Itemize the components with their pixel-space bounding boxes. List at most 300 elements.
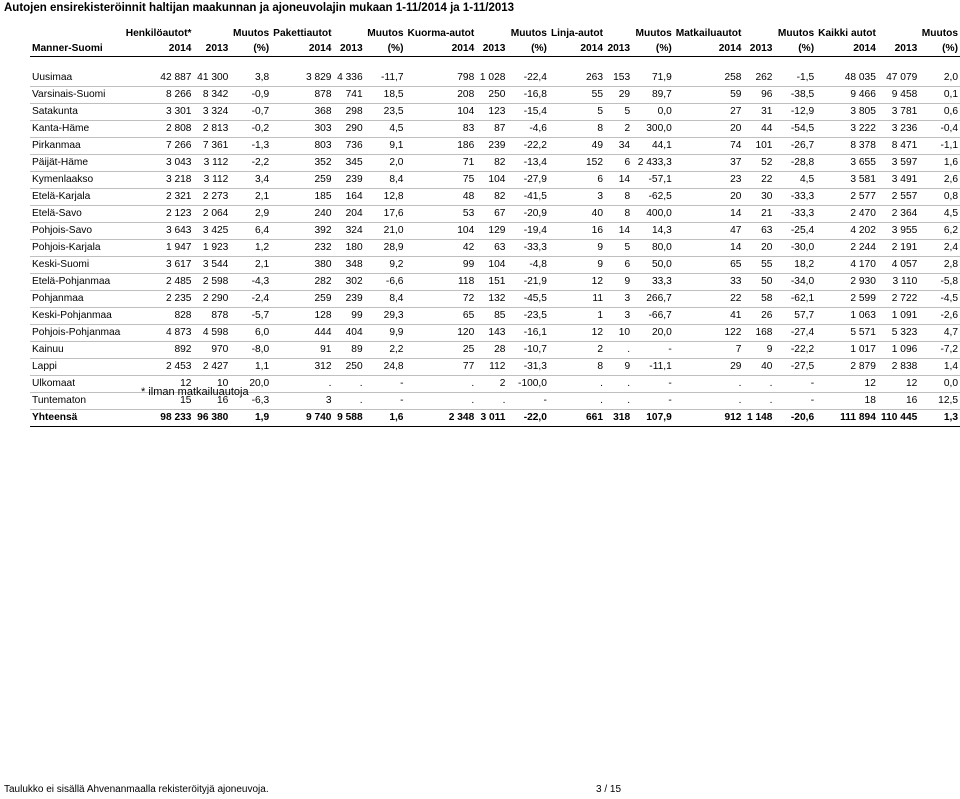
cell-value: Muutos [921, 28, 958, 39]
row-label: Pohjanmaa [30, 291, 124, 308]
cell-value: 9 [605, 359, 632, 376]
page-footer [4, 784, 956, 795]
cell-value: 3 301 [124, 104, 194, 121]
cell-value: 803 [271, 138, 333, 155]
table-row [30, 87, 960, 104]
cell-value: 5 [605, 104, 632, 121]
cell-value: . [405, 393, 476, 410]
cell-value: 2013 [605, 41, 632, 57]
cell-value: 892 [124, 342, 194, 359]
cell-value: 37 [674, 155, 744, 172]
cell-value: -33,3 [507, 240, 549, 257]
cell-value: -6,6 [365, 274, 406, 291]
cell-value: 2014 [271, 41, 333, 57]
cell-value: -4,6 [507, 121, 549, 138]
cell-value: 14 [674, 206, 744, 223]
cell-value: 104 [476, 257, 507, 274]
cell-value: 42 [405, 240, 476, 257]
cell-value: 3,8 [230, 70, 271, 87]
cell-value: - [365, 376, 406, 393]
table-row [30, 223, 960, 240]
cell-value: 970 [193, 342, 230, 359]
cell-value: - [365, 393, 406, 410]
cell-value: -66,7 [632, 308, 674, 325]
cell-value: 57,7 [774, 308, 816, 325]
cell-value: 2 930 [816, 274, 878, 291]
cell-value: 1,9 [230, 410, 271, 427]
cell-value: 3 805 [816, 104, 878, 121]
cell-value: 5 [549, 104, 605, 121]
cell-value: 44,1 [632, 138, 674, 155]
cell-value: -28,8 [774, 155, 816, 172]
row-label: Kanta-Häme [30, 121, 124, 138]
cell-value: - [632, 376, 674, 393]
cell-value: 17,6 [365, 206, 406, 223]
cell-value: 28 [476, 342, 507, 359]
cell-value: 2013 [476, 41, 507, 57]
cell-value: 14 [674, 240, 744, 257]
cell-value: 1,6 [365, 410, 406, 427]
cell-value: -0,4 [919, 121, 960, 138]
cell-value [333, 26, 364, 41]
cell-value: 6 [605, 257, 632, 274]
cell-value: 9 458 [878, 87, 919, 104]
cell-value: 302 [333, 274, 364, 291]
cell-value: 3 110 [878, 274, 919, 291]
cell-value: 24,8 [365, 359, 406, 376]
cell-value: -4,8 [507, 257, 549, 274]
row-label: Pohjois-Pohjanmaa [30, 325, 124, 342]
cell-value: 65 [674, 257, 744, 274]
cell-value: - [507, 393, 549, 410]
cell-value: 2 191 [878, 240, 919, 257]
cell-value: 2013 [333, 41, 364, 57]
cell-value: 12 [124, 376, 194, 393]
cell-value: 71,9 [632, 70, 674, 87]
cell-value: 82 [476, 189, 507, 206]
cell-value: 2014 [816, 41, 878, 57]
cell-value: 31 [743, 104, 774, 121]
cell-value: 7 266 [124, 138, 194, 155]
cell-value: 96 [743, 87, 774, 104]
cell-value: 10 [605, 325, 632, 342]
cell-value: 85 [476, 308, 507, 325]
cell-value: 87 [476, 121, 507, 138]
cell-value: 798 [405, 70, 476, 87]
row-label: Uusimaa [30, 70, 124, 87]
cell-value: 91 [271, 342, 333, 359]
cell-value: 2 290 [193, 291, 230, 308]
cell-value: 23,5 [365, 104, 406, 121]
cell-value: -22,2 [774, 342, 816, 359]
cell-value: 41 [674, 308, 744, 325]
cell-value: 232 [271, 240, 333, 257]
cell-value: -22,4 [507, 70, 549, 87]
cell-value: 112 [476, 359, 507, 376]
cell-value: 1 148 [743, 410, 774, 427]
cell-value: 16 [193, 393, 230, 410]
cell-value: -19,4 [507, 223, 549, 240]
cell-value: 2 427 [193, 359, 230, 376]
cell-value: -1,5 [774, 70, 816, 87]
row-label: Etelä-Pohjanmaa [30, 274, 124, 291]
cell-value: 63 [743, 223, 774, 240]
cell-value: 3 236 [878, 121, 919, 138]
cell-value: 12 [816, 376, 878, 393]
cell-value: 8 471 [878, 138, 919, 155]
cell-value: 2 557 [878, 189, 919, 206]
cell-value: 878 [271, 87, 333, 104]
cell-value: -13,4 [507, 155, 549, 172]
cell-value: 2 433,3 [632, 155, 674, 172]
cell-value: -27,9 [507, 172, 549, 189]
cell-value: 20 [743, 240, 774, 257]
cell-value: -5,7 [230, 308, 271, 325]
row-label: Etelä-Karjala [30, 189, 124, 206]
table-row [30, 206, 960, 223]
cell-value: 186 [405, 138, 476, 155]
cell-value: 4,5 [919, 206, 960, 223]
cell-value: 25 [405, 342, 476, 359]
cell-value: 3 643 [124, 223, 194, 240]
cell-value: 104 [405, 104, 476, 121]
cell-value: 80,0 [632, 240, 674, 257]
cell-value: 3,4 [230, 172, 271, 189]
cell-value: (%) [632, 41, 674, 57]
cell-value: 1,4 [919, 359, 960, 376]
cell-value: 239 [333, 172, 364, 189]
cell-value: 96 380 [193, 410, 230, 427]
cell-value: 2 [549, 342, 605, 359]
cell-value: -16,1 [507, 325, 549, 342]
cell-value: 208 [405, 87, 476, 104]
cell-value: 22 [674, 291, 744, 308]
cell-value: 101 [743, 138, 774, 155]
table-row [30, 308, 960, 325]
header-group-row [30, 26, 960, 41]
cell-value: 63 [476, 240, 507, 257]
cell-value: 41 300 [193, 70, 230, 87]
cell-value: 49 [549, 138, 605, 155]
cell-value: 3 [271, 393, 333, 410]
cell-value: 2 235 [124, 291, 194, 308]
cell-value: 4,7 [919, 325, 960, 342]
cell-value: 1 096 [878, 342, 919, 359]
page-number: 3 / 15 [596, 784, 622, 795]
cell-value: 0,1 [919, 87, 960, 104]
cell-value: . [333, 393, 364, 410]
cell-value: 55 [549, 87, 605, 104]
cell-value: Muutos [635, 28, 672, 39]
table-row [30, 138, 960, 155]
cell-value: -31,3 [507, 359, 549, 376]
cell-value: (%) [365, 41, 406, 57]
cell-value: 14 [605, 223, 632, 240]
cell-value: 40 [743, 359, 774, 376]
cell-value: -12,9 [774, 104, 816, 121]
cell-value: 2,0 [919, 70, 960, 87]
cell-value: -4,3 [230, 274, 271, 291]
cell-value: 1 091 [878, 308, 919, 325]
cell-value: 12 [549, 325, 605, 342]
cell-value: 4 057 [878, 257, 919, 274]
cell-value: 27 [674, 104, 744, 121]
cell-value: 33,3 [632, 274, 674, 291]
cell-value: 104 [476, 172, 507, 189]
cell-value: 83 [405, 121, 476, 138]
cell-value: -25,4 [774, 223, 816, 240]
cell-value: 89 [333, 342, 364, 359]
cell-value: 263 [549, 70, 605, 87]
cell-value: -27,5 [774, 359, 816, 376]
cell-value: 661 [549, 410, 605, 427]
cell-value [476, 26, 507, 41]
cell-value: 9 [549, 257, 605, 274]
cell-value: 2 064 [193, 206, 230, 223]
cell-value: 2,1 [230, 189, 271, 206]
cell-value: -20,9 [507, 206, 549, 223]
cell-value: 58 [743, 291, 774, 308]
cell-value: 0,0 [632, 104, 674, 121]
cell-value: 5 [605, 240, 632, 257]
cell-value: 118 [405, 274, 476, 291]
cell-value: 2,4 [919, 240, 960, 257]
cell-value: (%) [919, 41, 960, 57]
cell-value: 9,1 [365, 138, 406, 155]
cell-value: . [743, 393, 774, 410]
cell-value: -15,4 [507, 104, 549, 121]
cell-value: 143 [476, 325, 507, 342]
cell-value: -21,9 [507, 274, 549, 291]
cell-value: 741 [333, 87, 364, 104]
cell-value: 34 [605, 138, 632, 155]
cell-value: -33,3 [774, 206, 816, 223]
cell-value: 300,0 [632, 121, 674, 138]
cell-value: 50,0 [632, 257, 674, 274]
table-row [30, 342, 960, 359]
cell-value: 2 808 [124, 121, 194, 138]
cell-value: 2 453 [124, 359, 194, 376]
cell-value: 878 [193, 308, 230, 325]
cell-value: 71 [405, 155, 476, 172]
cell-value: Kaikki autot [818, 28, 876, 39]
cell-value: . [549, 393, 605, 410]
cell-value: . [271, 376, 333, 393]
cell-value: 20 [674, 189, 744, 206]
cell-value: 185 [271, 189, 333, 206]
row-label: Lappi [30, 359, 124, 376]
cell-value: 2014 [674, 41, 744, 57]
cell-value: 9 588 [333, 410, 364, 427]
cell-value: 8 378 [816, 138, 878, 155]
cell-value: 3 [605, 308, 632, 325]
cell-value: (%) [507, 41, 549, 57]
cell-value: 259 [271, 291, 333, 308]
table-row [30, 240, 960, 257]
cell-value: 3 011 [476, 410, 507, 427]
cell-value: 10 [193, 376, 230, 393]
cell-value: 345 [333, 155, 364, 172]
cell-value: -0,2 [230, 121, 271, 138]
cell-value: 98 233 [124, 410, 194, 427]
cell-value: 12,8 [365, 189, 406, 206]
cell-value: 4 598 [193, 325, 230, 342]
cell-value: -45,5 [507, 291, 549, 308]
cell-value: Muutos [367, 28, 404, 39]
cell-value: . [605, 376, 632, 393]
cell-value: 132 [476, 291, 507, 308]
cell-value: 7 [674, 342, 744, 359]
cell-value: 2 364 [878, 206, 919, 223]
cell-value: 2014 [549, 41, 605, 57]
cell-value: 2013 [878, 41, 919, 57]
cell-value [193, 26, 230, 41]
cell-value: 21,0 [365, 223, 406, 240]
cell-value: 2014 [405, 41, 476, 57]
cell-value: 33 [674, 274, 744, 291]
cell-value: 4 170 [816, 257, 878, 274]
cell-value: 3 491 [878, 172, 919, 189]
table-row [30, 291, 960, 308]
cell-value: 72 [405, 291, 476, 308]
cell-value: -5,8 [919, 274, 960, 291]
cell-value: 312 [271, 359, 333, 376]
total-row [30, 410, 960, 427]
cell-value: 11 [549, 291, 605, 308]
cell-value: 9 [743, 342, 774, 359]
cell-value: 8 [605, 206, 632, 223]
cell-value: - [774, 393, 816, 410]
cell-value: 239 [476, 138, 507, 155]
cell-value: 444 [271, 325, 333, 342]
cell-value: 1,3 [919, 410, 960, 427]
cell-value: (%) [774, 41, 816, 57]
cell-value: 3 112 [193, 155, 230, 172]
cell-value: 204 [333, 206, 364, 223]
cell-value: 74 [674, 138, 744, 155]
footer-note: Taulukko ei sisällä Ahvenanmaalla rekisteröityjä ajoneuvoja. [4, 784, 269, 795]
cell-value: -62,5 [632, 189, 674, 206]
cell-value: -11,1 [632, 359, 674, 376]
cell-value: 3 781 [878, 104, 919, 121]
table-row [30, 274, 960, 291]
cell-value: 7 361 [193, 138, 230, 155]
cell-value: 111 894 [816, 410, 878, 427]
cell-value [878, 26, 919, 41]
cell-value: . [605, 393, 632, 410]
cell-value: 2,2 [365, 342, 406, 359]
cell-value: -4,5 [919, 291, 960, 308]
cell-value: 5 323 [878, 325, 919, 342]
cell-value: - [774, 376, 816, 393]
cell-value: -30,0 [774, 240, 816, 257]
cell-value: 3 955 [878, 223, 919, 240]
cell-value: 26 [743, 308, 774, 325]
cell-value: 240 [271, 206, 333, 223]
cell-value: 3 829 [271, 70, 333, 87]
cell-value: 20,0 [230, 376, 271, 393]
cell-value: 77 [405, 359, 476, 376]
cell-value: 3 218 [124, 172, 194, 189]
cell-value: 123 [476, 104, 507, 121]
row-label: Keski-Pohjanmaa [30, 308, 124, 325]
cell-value: 258 [674, 70, 744, 87]
cell-value: 2013 [193, 41, 230, 57]
cell-value: 28,9 [365, 240, 406, 257]
cell-value: 2 244 [816, 240, 878, 257]
cell-value: 4,5 [365, 121, 406, 138]
cell-value: 380 [271, 257, 333, 274]
row-label: Manner-Suomi [30, 41, 124, 57]
cell-value: 2,9 [230, 206, 271, 223]
cell-value: 8 [605, 189, 632, 206]
cell-value: 1,6 [919, 155, 960, 172]
cell-value: 4,5 [774, 172, 816, 189]
cell-value: 4 873 [124, 325, 194, 342]
cell-value: 259 [271, 172, 333, 189]
cell-value: -22,2 [507, 138, 549, 155]
cell-value: 67 [476, 206, 507, 223]
cell-value: 29,3 [365, 308, 406, 325]
cell-value: 180 [333, 240, 364, 257]
row-label: Pohjois-Savo [30, 223, 124, 240]
cell-value: 912 [674, 410, 744, 427]
row-label: Varsinais-Suomi [30, 87, 124, 104]
cell-value: -22,0 [507, 410, 549, 427]
cell-value: -100,0 [507, 376, 549, 393]
cell-value: 3 425 [193, 223, 230, 240]
cell-value: 168 [743, 325, 774, 342]
cell-value: 828 [124, 308, 194, 325]
cell-value: Henkilöautot* [125, 28, 192, 39]
cell-value: Kuorma-autot [407, 28, 475, 39]
table-row [30, 325, 960, 342]
cell-value: 1 063 [816, 308, 878, 325]
cell-value: 324 [333, 223, 364, 240]
cell-value: 2,8 [919, 257, 960, 274]
cell-value: -20,6 [774, 410, 816, 427]
cell-value: 50 [743, 274, 774, 291]
cell-value: -2,6 [919, 308, 960, 325]
cell-value: 3 112 [193, 172, 230, 189]
cell-value: 47 079 [878, 70, 919, 87]
cell-value: 2 321 [124, 189, 194, 206]
cell-value: 3 544 [193, 257, 230, 274]
cell-value: 2 485 [124, 274, 194, 291]
cell-value: 3 617 [124, 257, 194, 274]
cell-value: 2 [605, 121, 632, 138]
cell-value: 352 [271, 155, 333, 172]
cell-value: 2 470 [816, 206, 878, 223]
cell-value: 128 [271, 308, 333, 325]
cell-value: 1,1 [230, 359, 271, 376]
cell-value: 1 017 [816, 342, 878, 359]
cell-value: 0,8 [919, 189, 960, 206]
cell-value: 2,1 [230, 257, 271, 274]
cell-value: 18,5 [365, 87, 406, 104]
cell-value: 3 597 [878, 155, 919, 172]
cell-value: 22 [743, 172, 774, 189]
cell-value: 14 [605, 172, 632, 189]
cell-value: 2 599 [816, 291, 878, 308]
cell-value: 368 [271, 104, 333, 121]
cell-value: 20 [674, 121, 744, 138]
table-row [30, 70, 960, 87]
cell-value: 40 [549, 206, 605, 223]
cell-value: 2,6 [919, 172, 960, 189]
table-row [30, 104, 960, 121]
cell-value: 2 598 [193, 274, 230, 291]
